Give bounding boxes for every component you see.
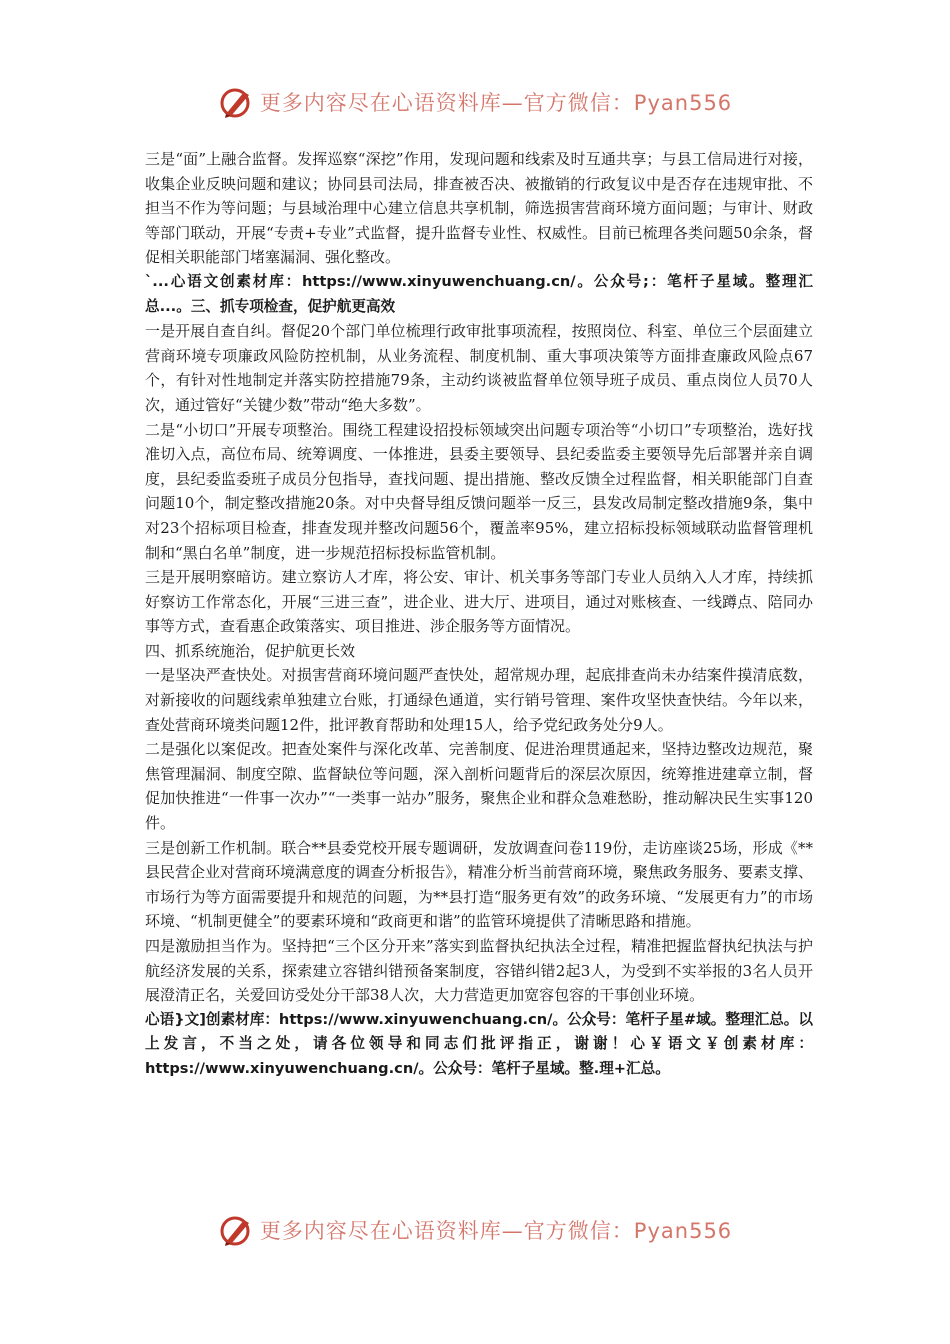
footer-banner [0, 1208, 950, 1252]
paragraph: 四是激励担当作为。坚持把“三个区分开来”落实到监督执纪执法全过程，精准把握监督执纪执法与护航经济发展的关系，探索建立容错纠错预备案制度，容错纠错2起3人，为受到不实举报的3名人员开展澄清正名，关爱回访受处分干部38人次，大力营造更加宽容包容的干事创业环境。 [145, 937, 813, 1005]
paragraph: 三是“面”上融合监督。发挥巡察“深挖”作用，发现问题和线索及时互通共享；与县工信局进行对接，收集企业反映问题和建议；协同县司法局，排查被否决、被撤销的行政复议中是否存在违规审批、不担当不作为等问题；与县域治理中心建立信息共享机制，筛选损害营商环境方面问题；与审计、财政等部门联动，开展“专责+专业”式监督，提升监督专业性、权威性。目前已梳理各类问题50余条，督促相关职能部门堵塞漏洞、强化整改。 [145, 150, 813, 267]
section-heading: 四、抓系统施治，促护航更长效 [145, 641, 356, 660]
paragraph: 一是坚决严查快处。对损害营商环境问题严查快处，超常规办理，起底排查尚未办结案件摸清底数，对新接收的问题线索单独建立台账，打通绿色通道，实行销号管理、案件攻坚快查快结。今年以来，查处营商环境类问题12件，批评教育帮助和处理15人，给予党纪政务处分9人。 [145, 666, 813, 734]
header-banner [0, 80, 950, 124]
pen-circle-logo-icon [218, 84, 254, 120]
closing-paragraph: 心语}文]创素材库：https://www.xinyuwenchuang.cn/。公众号：笔杆子星#域。整理汇总。以上发言，不当之处，请各位领导和同志们批评指正，谢谢！心￥语文￥创素材库：https://www.xinyuwenchuang.cn/。公众号：笔杆子星域。整.理+汇总。 [145, 1010, 813, 1077]
paragraph: 三是创新工作机制。联合**县委党校开展专题调研，发放调查问卷119份，走访座谈25场，形成《**县民营企业对营商环境满意度的调查分析报告》，精准分析当前营商环境，聚焦政务服务、要素支撑、市场行为等方面需要提升和规范的问题，为**县打造“服务更有效”的政务环境、“发展更有力”的市场环境、“机制更健全”的要素环境和“政商更和谐”的监管环境提供了清晰思路和措施。 [145, 838, 813, 931]
watermark-paragraph: `...心语文创素材库：https://www.xinyuwenchuang.cn/。公众号;：笔杆子星域。整理汇总...。三、抓专项检查，促护航更高效 [145, 272, 813, 315]
paragraph: 三是开展明察暗访。建立察访人才库，将公安、审计、机关事务等部门专业人员纳入人才库，持续抓好察访工作常态化，开展“三进三查”，进企业、进大厅、进项目，通过对账核查、一线蹲点、陪同办事等方式，查看惠企政策落实、项目推进、涉企服务等方面情况。 [145, 568, 813, 636]
paragraph: 一是开展自查自纠。督促20个部门单位梳理行政审批事项流程，按照岗位、科室、单位三个层面建立营商环境专项廉政风险防控机制，从业务流程、制度机制、重大事项决策等方面排查廉政风险点67个，有针对性地制定并落实防控措施79条，主动约谈被监督单位领导班子成员、重点岗位人员70人次，通过管好“关键少数”带动“绝大多数”。 [145, 322, 813, 414]
footer-banner-text: 更多内容尽在心语资料库—官方微信：Pyan556 [259, 1219, 733, 1243]
paragraph: 二是“小切口”开展专项整治。围绕工程建设招投标领域突出问题专项治等“小切口”专项整治，选好找准切入点，高位布局、统筹调度、一体推进，县委主要领导、县纪委监委主要领导先后部署并亲自调度，县纪委监委班子成员分包指导，查找问题、提出措施、整改反馈全过程监督，相关职能部门自查问题10个，制定整改措施20条。对中央督导组反馈问题举一反三，县发改局制定整改措施9条，集中对23个招标项目检查，排查发现并整改问题56个，覆盖率95%，建立招标投标领域联动监督管理机制和“黑白名单”制度，进一步规范招标投标监管机制。 [145, 420, 813, 562]
header-banner-text: 更多内容尽在心语资料库—官方微信：Pyan556 [259, 91, 733, 115]
pen-circle-logo-icon [218, 1212, 254, 1248]
paragraph: 二是强化以案促改。把查处案件与深化改革、完善制度、促进治理贯通起来，坚持边整改边规范，聚焦管理漏洞、制度空隙、监督缺位等问题，深入剖析问题背后的深层次原因，统筹推进建章立制，督促加快推进“一件事一次办”“一类事一站办”服务，聚焦企业和群众急难愁盼，推动解决民生实事120件。 [145, 740, 813, 833]
document-body [145, 147, 813, 1082]
